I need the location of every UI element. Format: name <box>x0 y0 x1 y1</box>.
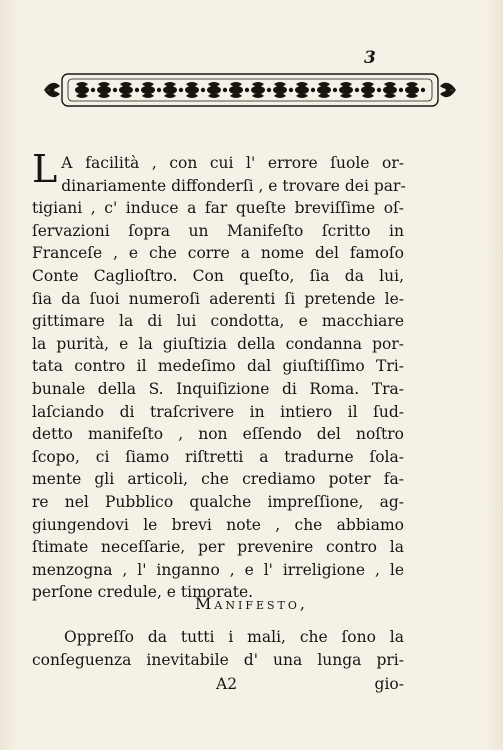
text-line: Franceſe , e che corre a nome del famoſo <box>32 244 404 263</box>
text-line: re nel Pubblico qualche impreſſione, ag- <box>32 492 404 511</box>
text-line: la purità, e la giuſtizia della condanna por- <box>32 334 404 353</box>
text-line: conſeguenza inevitabile d' una lunga pri- <box>32 650 404 669</box>
second-paragraph <box>32 626 404 671</box>
page-footer <box>32 675 404 697</box>
text-line: Conte Caglioſtro. Con queſto, ſia da lui, <box>32 266 404 285</box>
text-line: dinariamente diffonderſi , e trovare dei par- <box>61 176 406 195</box>
text-line: perſone credule, e timorate. <box>32 583 254 602</box>
section-heading: Manifesto, <box>195 594 308 613</box>
text-line: giungendovi le brevi note , che abbiamo <box>32 515 404 534</box>
opening-paragraph <box>32 147 406 604</box>
text-line: ſervazioni ſopra un Manifeſto ſcritto in <box>32 221 404 240</box>
text-line: bunale della S. Inquiſizione di Roma. Tra- <box>32 379 404 398</box>
text-line: ſcopo, ci ſiamo riſtretti a tradurne ſola- <box>32 447 404 466</box>
catchword: gio- <box>374 675 404 693</box>
text-line: menzogna , l' inganno , e l' irreligione , le <box>32 560 404 579</box>
text-line: tigiani , c' induce a far queſte breviſſime oſ- <box>32 199 404 218</box>
page-number: 3 <box>364 48 376 68</box>
printers-ornament-icon <box>42 68 458 112</box>
text-line: tata contro il medeſimo dal giuſtiſſimo Tri- <box>32 357 404 376</box>
signature-mark: A2 <box>216 675 238 693</box>
drop-cap: L <box>32 147 58 191</box>
text-line: detto manifeſto , non eſſendo del noſtro <box>32 425 404 444</box>
first-word-rest: A <box>61 154 73 172</box>
text-line: laſciando di traſcrivere in intiero il ſud- <box>32 402 404 421</box>
text-line: ſia da ſuoi numeroſi aderenti ſi pretende le- <box>32 289 404 308</box>
text-line: ſtimate neceſſarie, per prevenire contro la <box>32 538 404 557</box>
text-line: Oppreſſo da tutti i mali, che ſono la <box>64 628 404 646</box>
text-line: gittimare la di lui condotta, e macchiare <box>32 312 404 331</box>
text-line <box>32 152 404 175</box>
text-line-content: facilità , con cui l' errore ſuole or- <box>72 154 404 172</box>
text-line: mente gli articoli, che crediamo poter fa- <box>32 470 404 489</box>
